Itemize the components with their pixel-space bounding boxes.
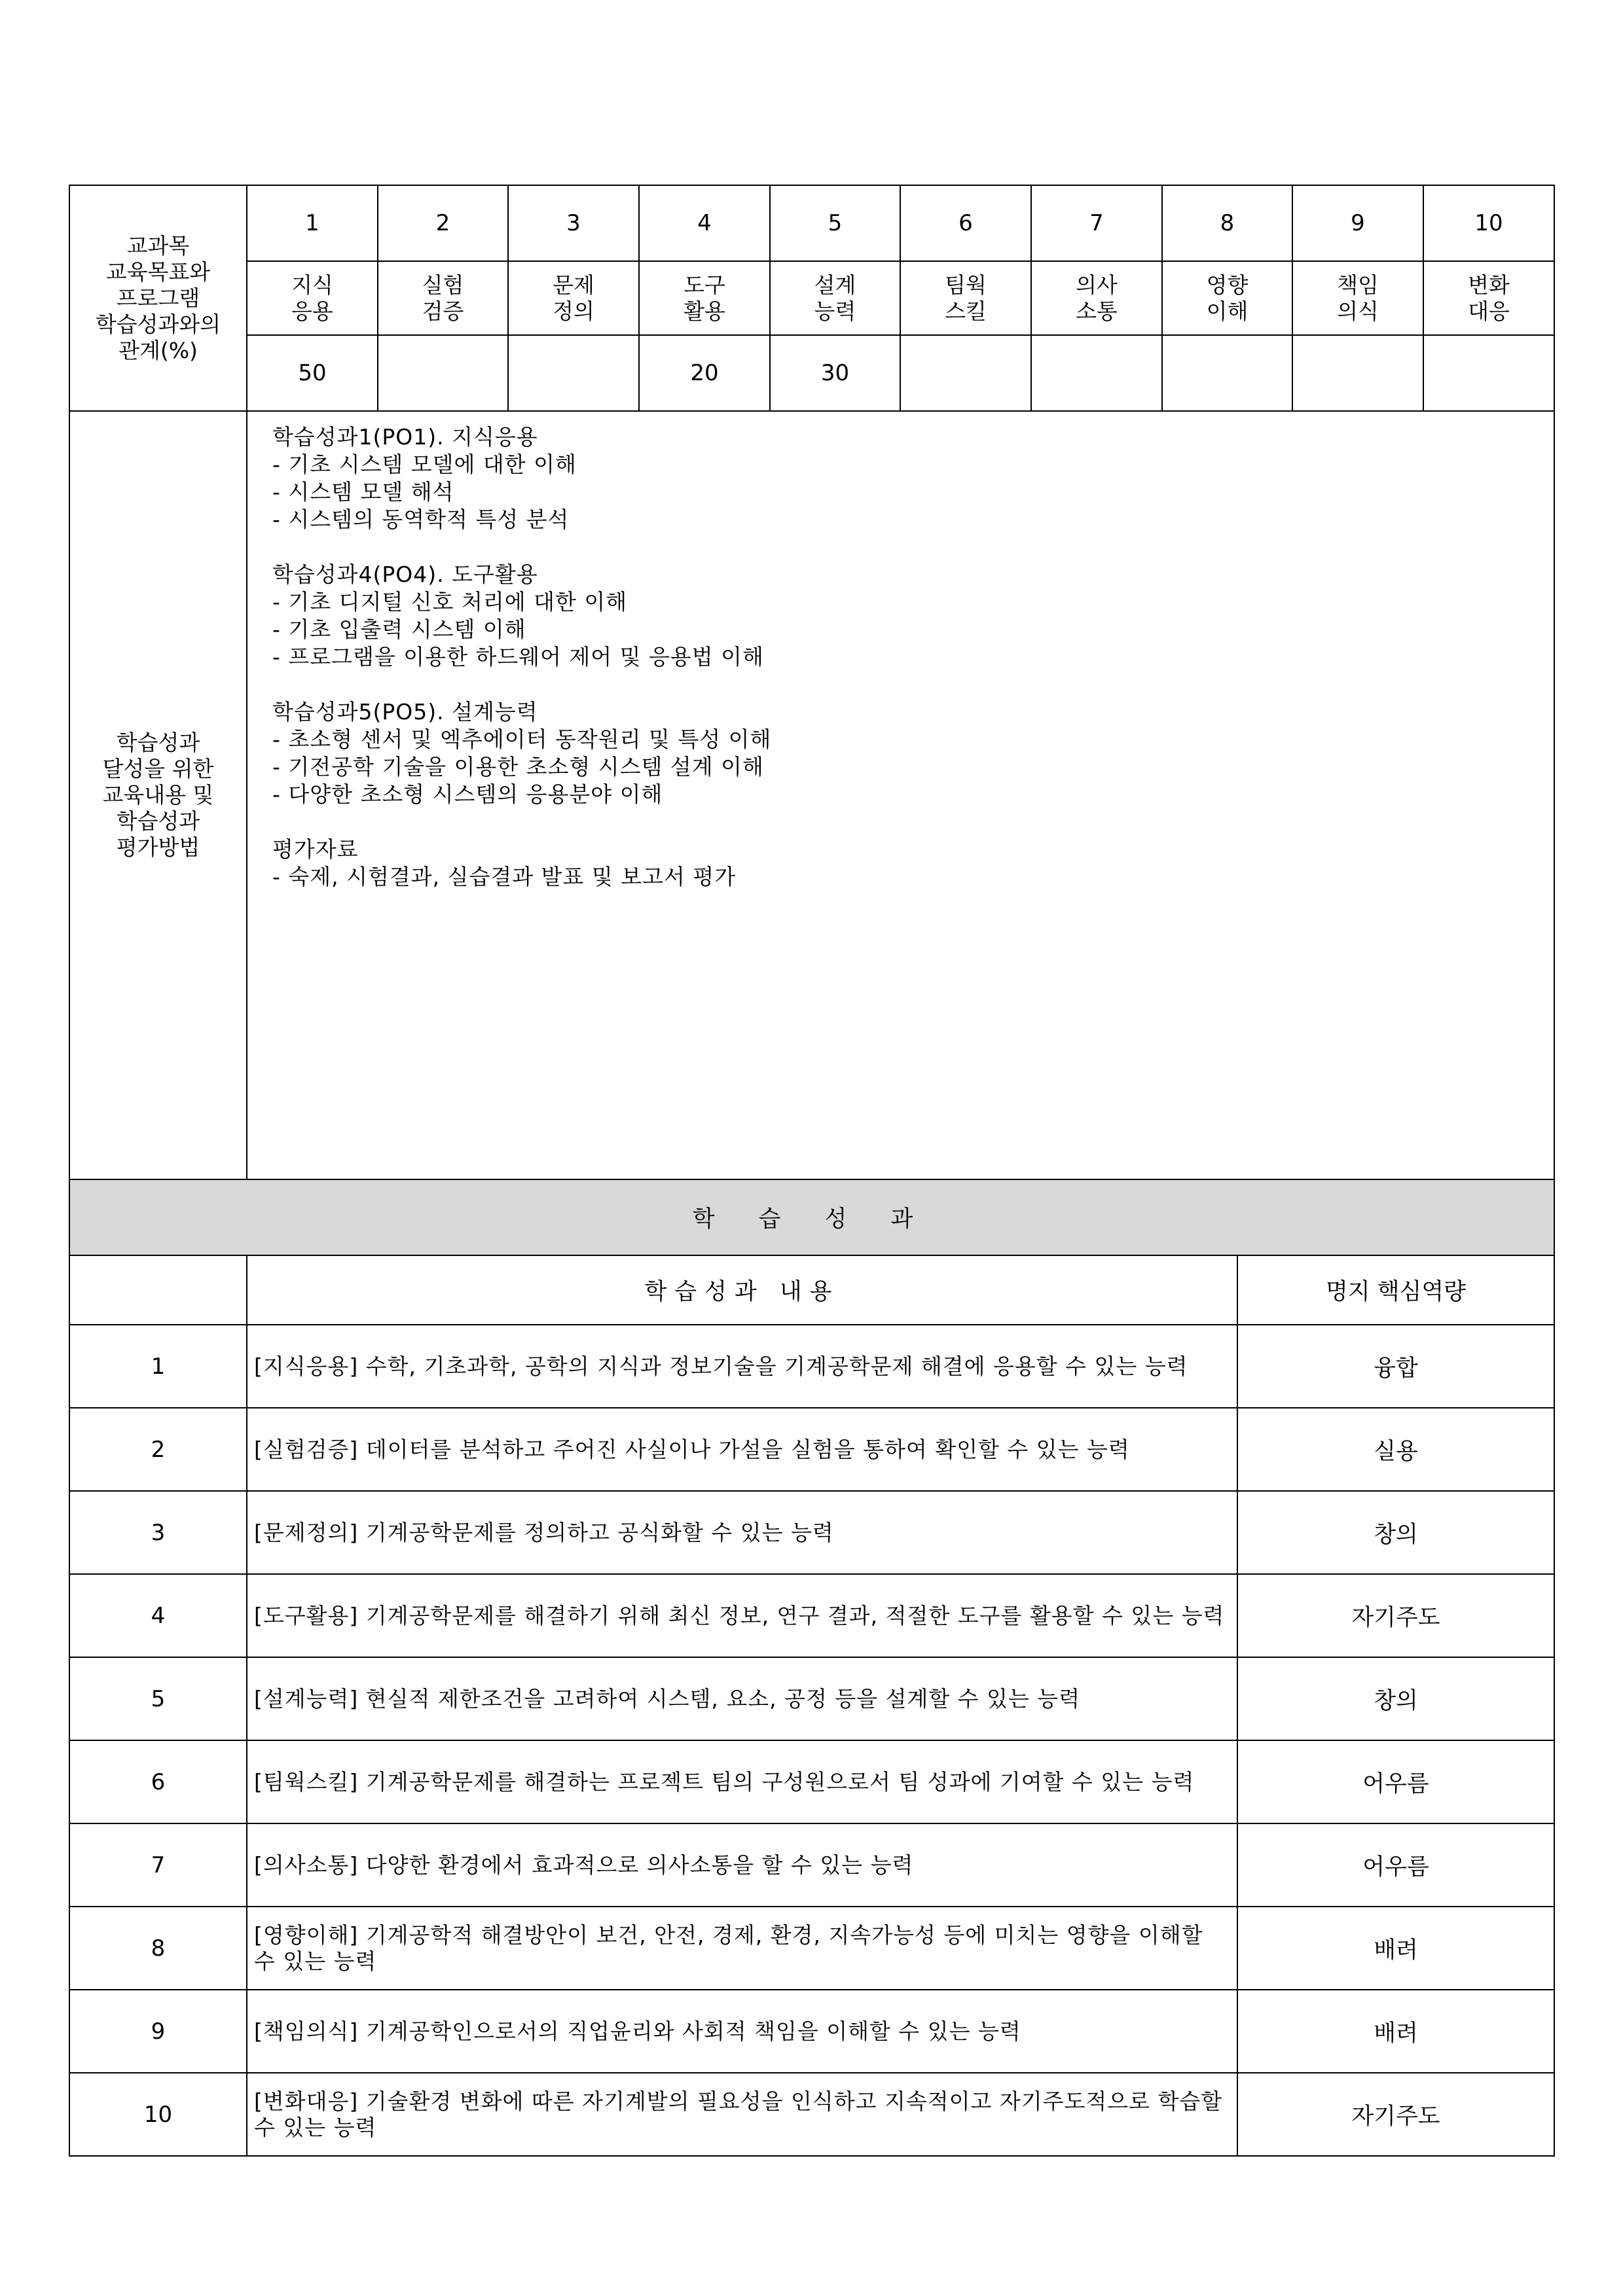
row-number: 3: [69, 1491, 247, 1574]
row-number: 8: [69, 1907, 247, 1990]
row-description: [설계능력] 현실적 제한조건을 고려하여 시스템, 요소, 공정 등을 설계할 수 있는 능력: [247, 1657, 1237, 1740]
row-number: 7: [69, 1823, 247, 1907]
content-line: - 기초 디지털 신호 처리에 대한 이해: [272, 589, 628, 615]
percent-value: [508, 335, 639, 411]
outcomes-title: 학 습 성 과: [69, 1179, 1554, 1255]
content-row: [69, 411, 1554, 1179]
row-description: [지식응용] 수학, 기초과학, 공학의 지식과 정보기술을 기계공학문제 해결에 응용할 수 있는 능력: [247, 1325, 1237, 1408]
outcome-number: 4: [639, 185, 770, 261]
label-line: 학습성과: [116, 808, 200, 834]
percent-value: [1292, 335, 1423, 411]
document-page: [69, 185, 1554, 2157]
label-line: 교육내용 및: [102, 782, 214, 808]
relation-row-label: [69, 185, 247, 411]
relation-name-row: [69, 261, 1554, 335]
outcome-number: 9: [1292, 185, 1423, 261]
label-line: 교과목: [126, 232, 190, 259]
table-row: [69, 1408, 1554, 1491]
row-description: [변화대응] 기술환경 변화에 따른 자기계발의 필요성을 인식하고 지속적이고 자기주도적으로 학습할 수 있는 능력: [247, 2073, 1237, 2156]
outcome-number: 2: [378, 185, 508, 261]
row-number: 10: [69, 2073, 247, 2156]
content-line: 학습성과4(PO4). 도구활용: [272, 562, 538, 587]
outcome-number: 3: [508, 185, 639, 261]
outcomes-header-content: [247, 1255, 1237, 1325]
label-line: 학습성과: [116, 730, 200, 755]
outcome-number: 7: [1031, 185, 1162, 261]
row-core-competency: 배려: [1237, 1990, 1554, 2073]
table-row: [69, 1325, 1554, 1408]
row-number: 1: [69, 1325, 247, 1408]
row-number: 2: [69, 1408, 247, 1491]
outcome-number: 10: [1423, 185, 1554, 261]
content-line: - 초소형 센서 및 엑추에이터 동작원리 및 특성 이해: [272, 726, 772, 752]
row-core-competency: 창의: [1237, 1491, 1554, 1574]
content-text: [247, 411, 1554, 1179]
row-core-competency: 배려: [1237, 1907, 1554, 1990]
label-line: 학습성과와의: [95, 311, 221, 337]
row-description: [문제정의] 기계공학문제를 정의하고 공식화할 수 있는 능력: [247, 1491, 1237, 1574]
row-number: 6: [69, 1740, 247, 1823]
outcome-number: 6: [900, 185, 1031, 261]
outcome-name: 도구 활용: [639, 261, 770, 335]
table-row: [69, 1574, 1554, 1657]
outcome-name: 설계 능력: [770, 261, 900, 335]
content-line: - 기초 시스템 모델에 대한 이해: [272, 452, 577, 477]
row-core-competency: 자기주도: [1237, 1574, 1554, 1657]
row-description: [책임의식] 기계공학인으로서의 직업윤리와 사회적 책임을 이해할 수 있는 능력: [247, 1990, 1237, 2073]
label-line: 관계(%): [119, 337, 198, 363]
header-text: 학습성과 내용: [644, 1279, 840, 1305]
percent-value: [1162, 335, 1292, 411]
table-row: [69, 2073, 1554, 2156]
percent-value: 30: [770, 335, 900, 411]
table-row: [69, 1740, 1554, 1823]
percent-value: 50: [247, 335, 378, 411]
row-core-competency: 융합: [1237, 1325, 1554, 1408]
row-description: [실험검증] 데이터를 분석하고 주어진 사실이나 가설을 실험을 통하여 확인할 수 있는 능력: [247, 1408, 1237, 1491]
row-core-competency: 창의: [1237, 1657, 1554, 1740]
outcomes-table: [69, 1179, 1555, 2157]
percent-value: [1031, 335, 1162, 411]
outcome-name: 팀웍 스킬: [900, 261, 1031, 335]
content-row-label: [69, 411, 247, 1179]
label-line: 프로그램: [116, 285, 200, 311]
row-description: [의사소통] 다양한 환경에서 효과적으로 의사소통을 할 수 있는 능력: [247, 1823, 1237, 1907]
content-line: 평가자료: [272, 836, 359, 862]
row-core-competency: 어우름: [1237, 1823, 1554, 1907]
outcome-name: 문제 정의: [508, 261, 639, 335]
row-core-competency: 자기주도: [1237, 2073, 1554, 2156]
row-description: [영향이해] 기계공학적 해결방안이 보건, 안전, 경제, 환경, 지속가능성 등에 미치는 영향을 이해할 수 있는 능력: [247, 1907, 1237, 1990]
outcome-name: 지식 응용: [247, 261, 378, 335]
outcomes-header-blank: [69, 1255, 247, 1325]
row-core-competency: 어우름: [1237, 1740, 1554, 1823]
course-outcome-table: [69, 185, 1555, 1180]
content-line: - 기초 입출력 시스템 이해: [272, 617, 526, 642]
percent-value: [1423, 335, 1554, 411]
outcome-number: 5: [770, 185, 900, 261]
content-line: - 숙제, 시험결과, 실습결과 발표 및 보고서 평가: [272, 864, 737, 889]
content-line: - 다양한 초소형 시스템의 응용분야 이해: [272, 781, 663, 807]
outcome-name: 의사 소통: [1031, 261, 1162, 335]
content-line: 학습성과1(PO1). 지식응용: [272, 424, 538, 450]
outcome-number: 8: [1162, 185, 1292, 261]
outcome-name: 영향 이해: [1162, 261, 1292, 335]
row-number: 4: [69, 1574, 247, 1657]
table-row: [69, 1491, 1554, 1574]
content-line: - 기전공학 기술을 이용한 초소형 시스템 설계 이해: [272, 754, 764, 780]
outcome-name: 변화 대응: [1423, 261, 1554, 335]
table-row: [69, 1907, 1554, 1990]
row-description: [팀웍스킬] 기계공학문제를 해결하는 프로젝트 팀의 구성원으로서 팀 성과에 기여할 수 있는 능력: [247, 1740, 1237, 1823]
table-row: [69, 1990, 1554, 2073]
percent-value: [900, 335, 1031, 411]
row-description: [도구활용] 기계공학문제를 해결하기 위해 최신 정보, 연구 결과, 적절한 도구를 활용할 수 있는 능력: [247, 1574, 1237, 1657]
label-line: 달성을 위한: [102, 756, 214, 781]
table-row: [69, 1657, 1554, 1740]
table-row: [69, 1823, 1554, 1907]
row-core-competency: 실용: [1237, 1408, 1554, 1491]
content-line: - 프로그램을 이용한 하드웨어 제어 및 응용법 이해: [272, 644, 764, 670]
content-line: - 시스템 모델 해석: [272, 479, 454, 505]
outcomes-header-core: 명지 핵심역량: [1237, 1255, 1554, 1325]
relation-number-row: [69, 185, 1554, 261]
outcome-name: 실험 검증: [378, 261, 508, 335]
content-line: 학습성과5(PO5). 설계능력: [272, 699, 538, 725]
outcome-number: 1: [247, 185, 378, 261]
row-number: 9: [69, 1990, 247, 2073]
percent-value: 20: [639, 335, 770, 411]
content-line: - 시스템의 동역학적 특성 분석: [272, 507, 570, 532]
label-line: 평가방법: [116, 834, 200, 860]
percent-value: [378, 335, 508, 411]
label-line: 교육목표와: [105, 259, 211, 285]
relation-percent-row: [69, 335, 1554, 411]
row-number: 5: [69, 1657, 247, 1740]
outcome-name: 책임 의식: [1292, 261, 1423, 335]
